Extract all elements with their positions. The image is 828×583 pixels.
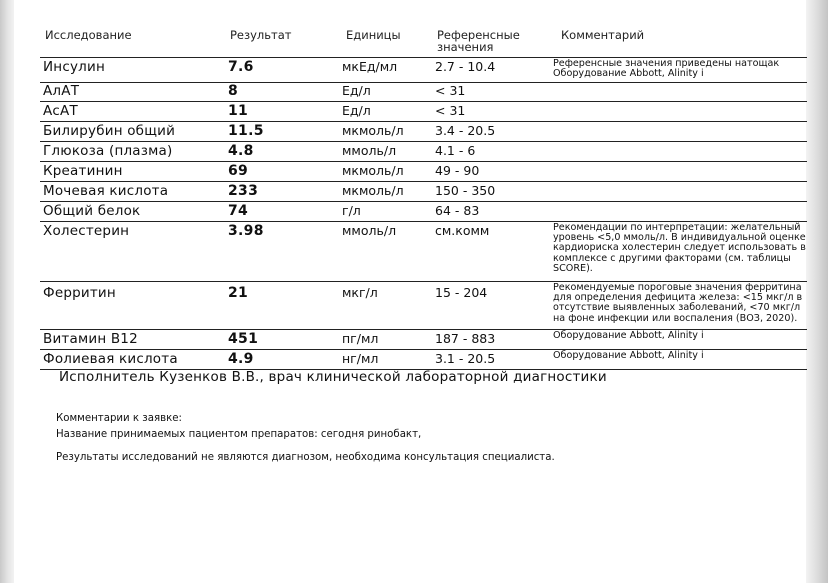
test-value: 11 bbox=[228, 103, 249, 119]
test-name: Глюкоза (плазма) bbox=[43, 143, 173, 159]
test-reference: 150 - 350 bbox=[435, 183, 496, 198]
test-unit: мкмоль/л bbox=[342, 163, 404, 178]
test-reference: 187 - 883 bbox=[435, 331, 496, 346]
table-row bbox=[40, 330, 807, 350]
test-value: 4.8 bbox=[228, 143, 254, 159]
header-test: Исследование bbox=[45, 28, 132, 42]
table-row bbox=[40, 57, 807, 83]
drugs-note: Название принимаемых пациентом препаратов: сегодня ринобакт, bbox=[56, 429, 422, 440]
test-name: Витамин В12 bbox=[43, 331, 138, 347]
test-unit: мкЕд/мл bbox=[342, 59, 398, 74]
test-comment: Рекомендуемые пороговые значения ферритина для определения дефицита железа: <15 мкг/л в отсутствие выявленных заболеваний, <70 мкг/л на фоне инфекции или воспаления (ВОЗ, 2020). bbox=[553, 282, 803, 324]
disclaimer: Результаты исследований не являются диагнозом, необходима консультация специалиста. bbox=[56, 452, 555, 463]
executor-signature-line: Исполнитель Кузенков В.В., врач клинической лабораторной диагностики bbox=[59, 369, 607, 385]
test-reference: 2.7 - 10.4 bbox=[435, 59, 496, 74]
page-edge-right bbox=[806, 0, 828, 583]
test-comment: Оборудование Abbott, Alinity i bbox=[553, 350, 704, 361]
test-unit: мкмоль/л bbox=[342, 183, 404, 198]
table-row bbox=[40, 202, 807, 222]
test-value: 8 bbox=[228, 83, 239, 99]
test-unit: нг/мл bbox=[342, 351, 379, 366]
test-unit: мкг/л bbox=[342, 285, 378, 300]
test-unit: Ед/л bbox=[342, 83, 371, 98]
test-name: АсАТ bbox=[43, 103, 78, 119]
test-name: АлАТ bbox=[43, 83, 80, 99]
test-value: 7.6 bbox=[228, 59, 254, 75]
test-reference: см.комм bbox=[435, 223, 490, 238]
test-unit: ммоль/л bbox=[342, 143, 397, 158]
test-value: 451 bbox=[228, 331, 259, 347]
test-value: 69 bbox=[228, 163, 249, 179]
test-reference: 3.1 - 20.5 bbox=[435, 351, 496, 366]
test-reference: 3.4 - 20.5 bbox=[435, 123, 496, 138]
page-edge-left bbox=[0, 0, 14, 583]
test-reference: 64 - 83 bbox=[435, 203, 480, 218]
test-comment: Рекомендации по интерпретации: желательный уровень <5,0 ммоль/л. В индивидуальной оценке кардиориска холестерин следует использовать в комплексе с другими факторами (см. таблицы SCORE). bbox=[553, 222, 806, 274]
test-value: 21 bbox=[228, 285, 249, 301]
test-comment: Оборудование Abbott, Alinity i bbox=[553, 330, 704, 341]
test-name: Билирубин общий bbox=[43, 123, 176, 139]
test-name: Инсулин bbox=[43, 59, 105, 75]
test-reference: < 31 bbox=[435, 103, 466, 118]
test-unit: г/л bbox=[342, 203, 361, 218]
test-unit: Ед/л bbox=[342, 103, 371, 118]
table-row bbox=[40, 282, 807, 330]
test-value: 233 bbox=[228, 183, 259, 199]
table-row bbox=[40, 102, 807, 122]
test-reference: < 31 bbox=[435, 83, 466, 98]
table-row bbox=[40, 222, 807, 282]
header-units: Единицы bbox=[346, 28, 401, 42]
test-name: Холестерин bbox=[43, 223, 130, 239]
table-row bbox=[40, 350, 807, 370]
table-row bbox=[40, 162, 807, 182]
header-reference-line2: значения bbox=[437, 40, 494, 54]
test-comment: Референсные значения приведены натощак Оборудование Abbott, Alinity i bbox=[553, 58, 780, 80]
table-row bbox=[40, 142, 807, 162]
test-name: Ферритин bbox=[43, 285, 116, 301]
document-sheet bbox=[14, 0, 806, 583]
header-reference bbox=[437, 29, 520, 53]
test-unit: пг/мл bbox=[342, 331, 379, 346]
test-value: 4.9 bbox=[228, 351, 254, 367]
test-reference: 15 - 204 bbox=[435, 285, 488, 300]
test-name: Креатинин bbox=[43, 163, 123, 179]
test-unit: ммоль/л bbox=[342, 223, 397, 238]
test-unit: мкмоль/л bbox=[342, 123, 404, 138]
test-reference: 49 - 90 bbox=[435, 163, 480, 178]
test-reference: 4.1 - 6 bbox=[435, 143, 476, 158]
test-value: 3.98 bbox=[228, 223, 264, 239]
header-result: Результат bbox=[230, 28, 292, 42]
table-row bbox=[40, 182, 807, 202]
header-reference-line1: Референсные bbox=[437, 28, 520, 42]
comments-title: Комментарии к заявке: bbox=[56, 413, 182, 424]
test-name: Фолиевая кислота bbox=[43, 351, 178, 367]
table-row bbox=[40, 122, 807, 142]
header-comment: Комментарий bbox=[561, 28, 645, 42]
test-value: 11.5 bbox=[228, 123, 264, 139]
test-value: 74 bbox=[228, 203, 249, 219]
table-row bbox=[40, 82, 807, 102]
test-name: Мочевая кислота bbox=[43, 183, 169, 199]
test-name: Общий белок bbox=[43, 203, 141, 219]
